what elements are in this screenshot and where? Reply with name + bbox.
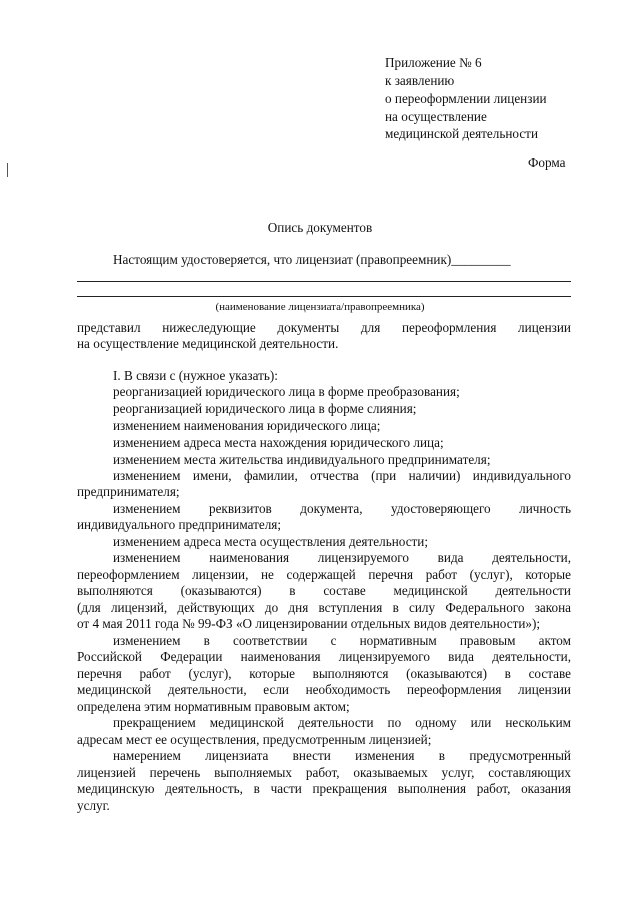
section-heading: I. В связи с (нужное указать): bbox=[113, 368, 278, 383]
appendix-line-3: о переоформлении лицензии bbox=[385, 91, 547, 106]
document-title: Опись документов bbox=[267, 220, 373, 235]
intro-text-1: представил нижеследующие документы для переоформления лицензии bbox=[77, 320, 571, 335]
section-line: определена этим нормативным правовым актом; bbox=[77, 699, 350, 714]
section-line: медицинскую деятельность, в части прекращения выполнения работ, оказания bbox=[77, 781, 571, 796]
section-line: изменением места жительства индивидуального предпринимателя; bbox=[113, 452, 491, 467]
section-line: Российской Федерации наименования лицензируемого вида деятельности, bbox=[77, 649, 571, 664]
intro-text-2: на осуществление медицинской деятельности. bbox=[77, 336, 339, 351]
section-line: намерением лицензиата внести изменения в предусмотренный bbox=[113, 748, 571, 763]
appendix-line-5: медицинской деятельности bbox=[385, 126, 538, 141]
section-line: изменением адреса места осуществления деятельности; bbox=[113, 534, 429, 549]
section-line: (для лицензий, действующих до дня вступления в силу Федерального закона bbox=[77, 600, 571, 615]
appendix-line-2: к заявлению bbox=[385, 73, 455, 88]
fill-line-2 bbox=[77, 296, 571, 297]
section-line: перечня работ (услуг), которые выполняются (оказываются) в составе bbox=[77, 666, 571, 681]
intro-line: Настоящим удостоверяется, что лицензиат (правопреемник)_________ bbox=[113, 252, 511, 267]
fill-line-1 bbox=[77, 281, 571, 282]
section-line: услуг. bbox=[77, 798, 110, 813]
fill-caption: (наименование лицензиата/правопреемника) bbox=[215, 301, 425, 313]
section-line: адресам мест ее осуществления, предусмотренным лицензией; bbox=[77, 732, 432, 747]
section-line: реорганизацией юридического лица в форме преобразования; bbox=[113, 384, 460, 399]
section-line: лицензией перечень выполняемых работ, оказываемых услуг, составляющих bbox=[77, 765, 571, 780]
section-line: от 4 мая 2011 года № 99-ФЗ «О лицензировании отдельных видов деятельности»); bbox=[77, 616, 541, 631]
section-line: изменением наименования лицензируемого вида деятельности, bbox=[113, 550, 571, 565]
section-line: переоформлением лицензии, не содержащей перечня работ (услуг), которые bbox=[77, 567, 571, 582]
section-line: изменением адреса места нахождения юридического лица; bbox=[113, 435, 444, 450]
section-line: изменением в соответствии с нормативным правовым актом bbox=[113, 633, 571, 648]
form-label: Форма bbox=[528, 155, 566, 170]
appendix-line-4: на осуществление bbox=[385, 109, 487, 124]
appendix-line-1: Приложение № 6 bbox=[385, 55, 482, 70]
section-line: изменением имени, фамилии, отчества (при наличии) индивидуального bbox=[113, 468, 571, 483]
section-line: медицинской деятельности, если необходимость переоформления лицензии bbox=[77, 682, 571, 697]
section-line: прекращением медицинской деятельности по одному или нескольким bbox=[113, 715, 571, 730]
margin-mark bbox=[7, 163, 8, 177]
section-line: предпринимателя; bbox=[77, 484, 180, 499]
section-line: изменением реквизитов документа, удостоверяющего личность bbox=[113, 501, 571, 516]
section-line: выполняются (оказываются) в составе медицинской деятельности bbox=[77, 583, 571, 598]
section-line: изменением наименования юридического лица; bbox=[113, 418, 381, 433]
section-line: реорганизацией юридического лица в форме слияния; bbox=[113, 401, 417, 416]
section-line: индивидуального предпринимателя; bbox=[77, 517, 282, 532]
